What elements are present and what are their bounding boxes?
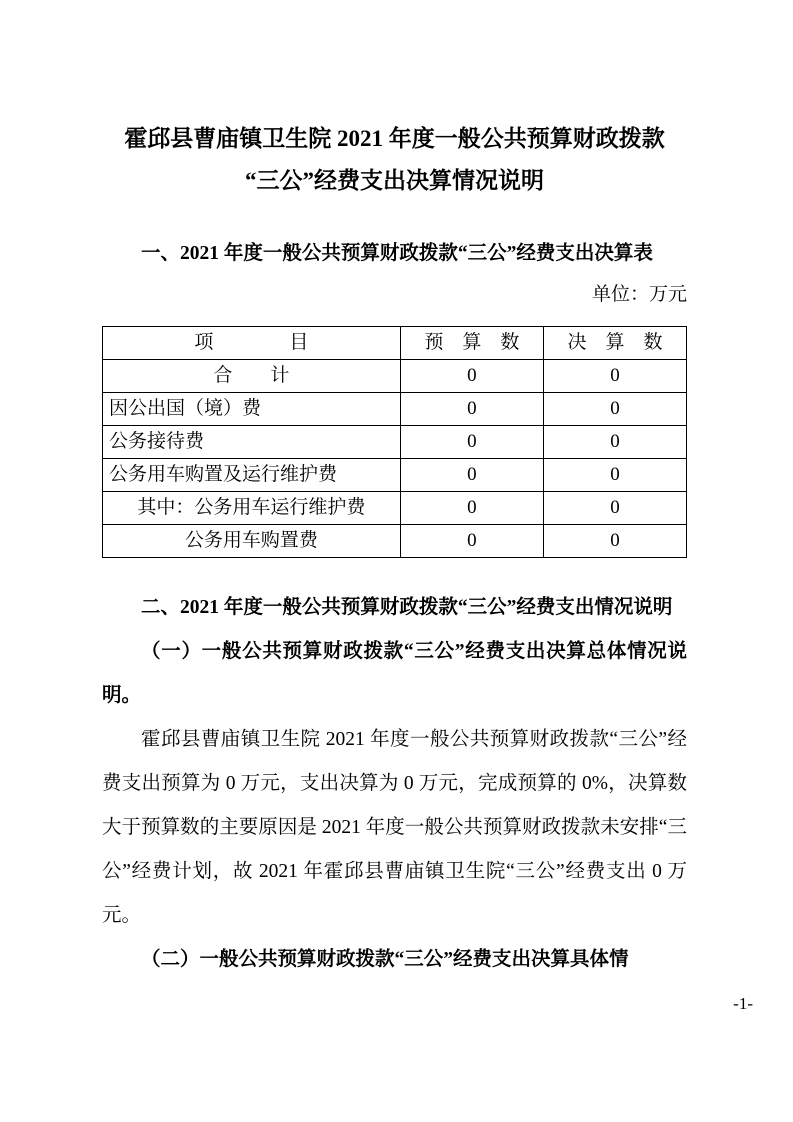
table-row-vehicle-purchase <box>103 525 687 558</box>
row-item-cell: 合 计 <box>103 360 401 393</box>
row-item-cell: 因公出国（境）费 <box>103 393 401 426</box>
section-2-heading: 二、2021 年度一般公共预算财政拨款“三公”经费支出情况说明 <box>141 597 673 618</box>
table-row-total <box>103 360 687 393</box>
document-title <box>102 118 687 202</box>
section-1-heading: 一、2021 年度一般公共预算财政拨款“三公”经费支出决算表 <box>141 243 653 264</box>
row-budget-cell: 0 <box>400 360 543 393</box>
table-row-vehicle-operation <box>103 492 687 525</box>
table-header-row <box>103 327 687 360</box>
row-item-cell: 公务用车购置费 <box>103 525 401 558</box>
unit-label: 单位：万元 <box>591 284 687 305</box>
row-budget-cell: 0 <box>400 459 543 492</box>
row-item-cell: 其中：公务用车运行维护费 <box>103 492 401 525</box>
row-item-cell: 公务用车购置及运行维护费 <box>103 459 401 492</box>
row-budget-cell: 0 <box>400 525 543 558</box>
col-header-item: 项 目 <box>103 327 401 360</box>
row-final-cell: 0 <box>543 360 686 393</box>
page-number: -1- <box>733 994 753 1013</box>
title-line-2: “三公”经费支出决算情况说明 <box>245 168 544 193</box>
row-final-cell: 0 <box>543 426 686 459</box>
col-header-budget: 预 算 数 <box>400 327 543 360</box>
row-budget-cell: 0 <box>400 393 543 426</box>
table-row-reception <box>103 426 687 459</box>
row-final-cell: 0 <box>543 393 686 426</box>
title-line-1: 霍邱县曹庙镇卫生院 2021 年度一般公共预算财政拨款 <box>124 126 665 151</box>
row-budget-cell: 0 <box>400 426 543 459</box>
subsection-2-heading: （二）一般公共预算财政拨款“三公”经费支出决算具体情 <box>141 949 629 970</box>
row-budget-cell: 0 <box>400 492 543 525</box>
table-row-vehicle-total <box>103 459 687 492</box>
row-final-cell: 0 <box>543 459 686 492</box>
three-public-expense-table <box>102 326 687 558</box>
subsection-1-heading: （一）一般公共预算财政拨款“三公”经费支出决算总体情况说明。 <box>102 641 687 706</box>
row-final-cell: 0 <box>543 492 686 525</box>
table-row-abroad <box>103 393 687 426</box>
row-item-cell: 公务接待费 <box>103 426 401 459</box>
col-header-final: 决 算 数 <box>543 327 686 360</box>
row-final-cell: 0 <box>543 525 686 558</box>
body-paragraph: 霍邱县曹庙镇卫生院 2021 年度一般公共预算财政拨款“三公”经费支出预算为 0 万元，支出决算为 0 万元，完成预算的 0%，决算数大于预算数的主要原因是 2021 年度一般公共预算财政拨款未安排“三公”经费计划，故 2021 年霍邱县曹庙镇卫生院“三公”经费支出 0 万元。 <box>102 729 687 926</box>
